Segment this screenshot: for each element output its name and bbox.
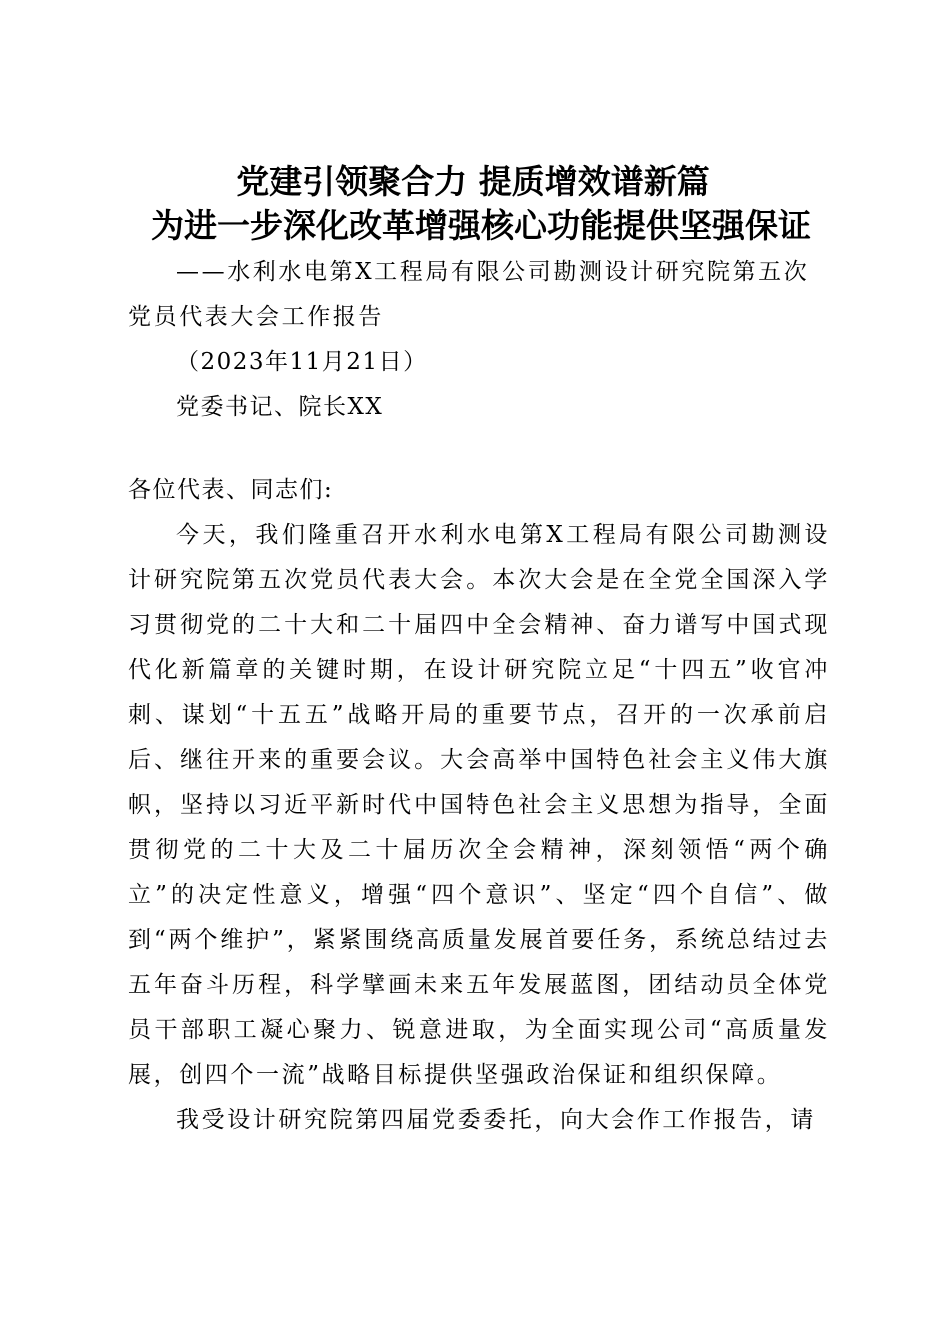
salutation: 各位代表、同志们: [128,477,334,503]
speaker: 党委书记、院长XX [176,394,384,420]
title-line-1: 党建引领聚合力 提质增效谱新篇 [236,162,710,201]
paragraph-1: 今天，我们隆重召开水利水电第X工程局有限公司勘测设计研究院第五次党员代表大会。本次大会是在全党全国深入学习贯彻党的二十大和二十届四中全会精神、奋力谱写中国式现代化新篇章的关键时期，在设计研究院立足“十四五”收官冲刺、谋划“十五五”战略开局的重要节点，召开的一次承前启后、继往开来的重要会议。大会高举中国特色社会主义伟大旗帜，坚持以习近平新时代中国特色社会主义思想为指导，全面贯彻党的二十大及二十届历次全会精神，深刻领悟“两个确立”的决定性意义，增强“四个意识”、坚定“四个自信”、做到“两个维护”，紧紧围绕高质量发展首要任务，系统总结过去五年奋斗历程，科学擘画未来五年发展蓝图，团结动员全体党员干部职工凝心聚力、锐意进取，为全面实现公司“高质量发展，创四个一流”战略目标提供坚强政治保证和组织保障。 [128,522,830,1088]
paragraph-2: 我受设计研究院第四届党委委托，向大会作工作报告，请 [176,1107,816,1133]
subtitle: ——水利水电第X工程局有限公司勘测设计研究院第五次党员代表大会工作报告 [128,259,810,330]
spacer [128,430,830,468]
report-date: （2023年11月21日） [176,349,428,375]
title-line-2: 为进一步深化改革增强核心功能提供坚强保证 [151,206,811,245]
document-page [128,160,830,1143]
